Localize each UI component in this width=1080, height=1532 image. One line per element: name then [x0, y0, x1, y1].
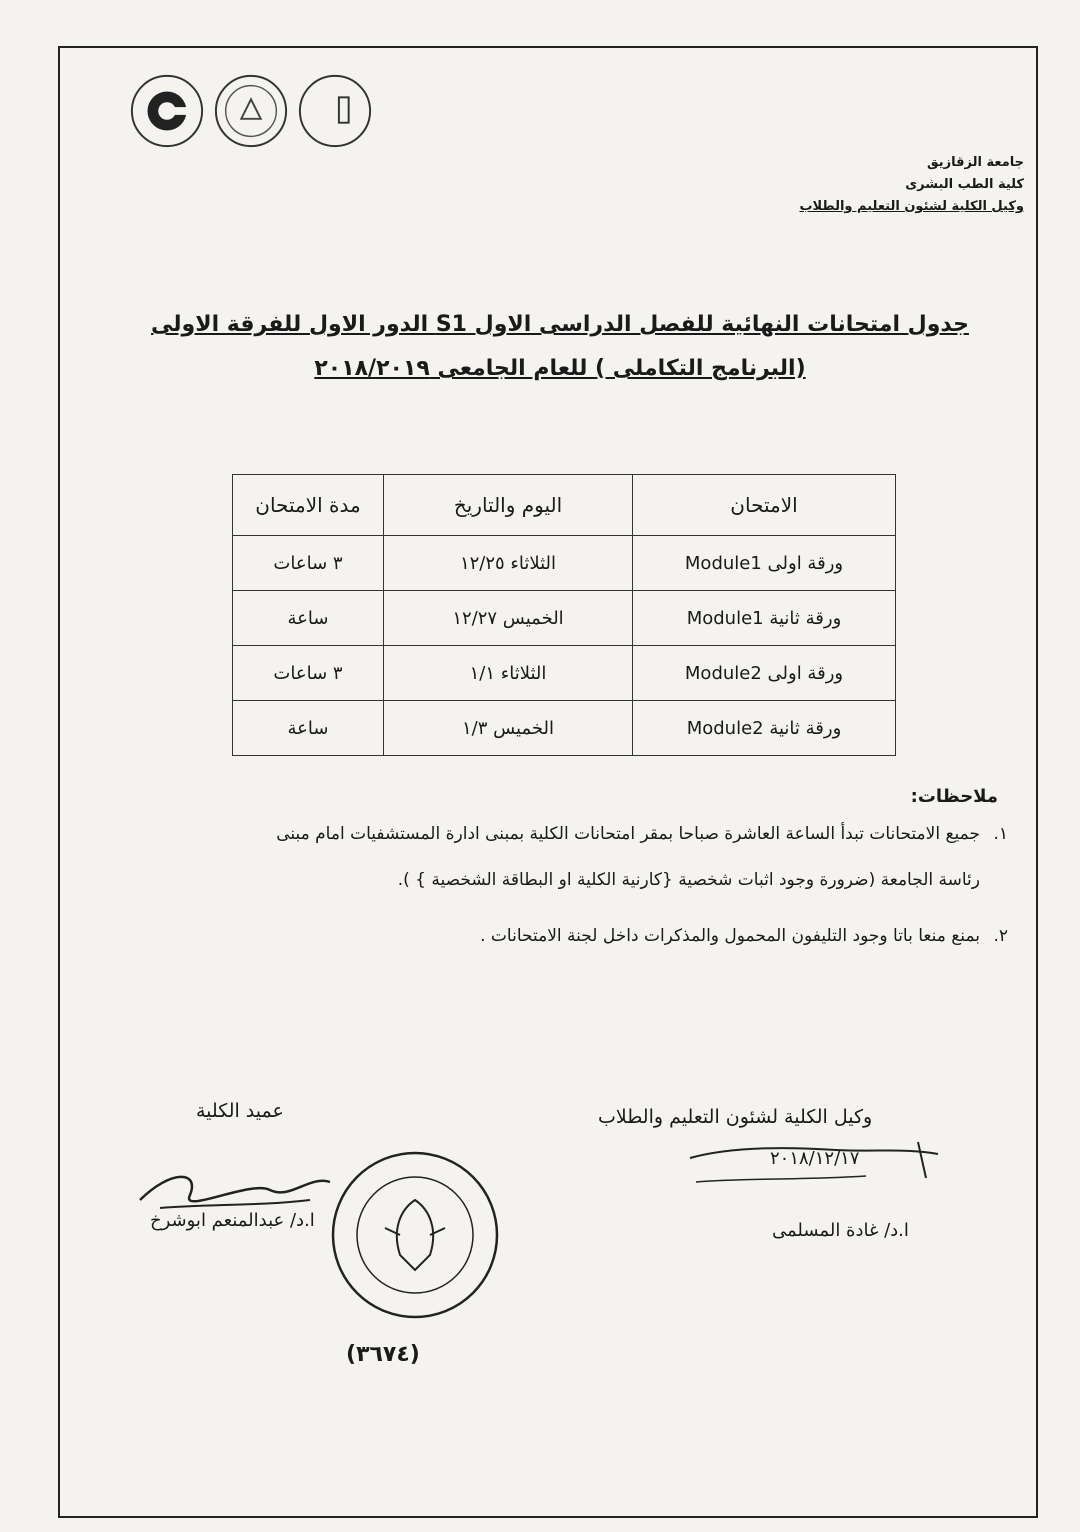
exam-cell: ورقة اولى Module1 — [633, 536, 896, 591]
document-title-line2: (البرنامج التكاملى ) للعام الجامعى ٢٠١٨/٢٠١٩ — [314, 356, 806, 381]
university-seal-logo — [212, 72, 290, 150]
page-border — [58, 46, 1038, 1518]
faculty-of-medicine-logo — [296, 72, 374, 150]
exam-cell: ورقة ثانية Module2 — [633, 701, 896, 756]
faculty-name: كلية الطب البشرى — [905, 177, 1024, 192]
header-duration: مدة الامتحان — [233, 475, 384, 536]
table-row — [233, 536, 896, 591]
document-title-line1: جدول امتحانات النهائية للفصل الدراسى الاول S1 الدور الاول للفرقة الاولى — [151, 312, 969, 337]
dean-name: ا.د/ عبدالمنعم ابوشرخ — [150, 1210, 315, 1231]
exam-cell: ورقة ثانية Module1 — [633, 591, 896, 646]
duration-cell: ٣ ساعات — [233, 646, 384, 701]
date-cell: الخميس ١/٣ — [384, 701, 633, 756]
university-name: جامعة الزقازيق — [927, 155, 1024, 170]
vice-dean-title: وكيل الكلية لشئون التعليم والطلاب — [598, 1106, 873, 1128]
stamp-number: (٣٦٧٤) — [346, 1342, 420, 1367]
date-cell: الخميس ١٢/٢٧ — [384, 591, 633, 646]
table-row — [233, 591, 896, 646]
table-header-row — [233, 475, 896, 536]
vice-dean-name: ا.د/ غادة المسلمى — [772, 1220, 909, 1241]
note-1-line1: جميع الامتحانات تبدأ الساعة العاشرة صباحا بمقر امتحانات الكلية بمبنى ادارة المستشفيات امام مبنى — [276, 824, 980, 844]
vice-dean-handwritten-date: ٢٠١٨/١٢/١٧ — [770, 1148, 860, 1169]
duration-cell: ساعة — [233, 591, 384, 646]
office-name: وكيل الكلية لشئون التعليم والطلاب — [799, 199, 1024, 214]
notes-label: ملاحظات: — [910, 786, 998, 807]
date-cell: الثلاثاء ١/١ — [384, 646, 633, 701]
header-exam: الامتحان — [633, 475, 896, 536]
note-2-number: ٢. — [993, 926, 1008, 946]
note-1-line2: رئاسة الجامعة (ضرورة وجود اثبات شخصية {كارنية الكلية او البطاقة الشخصية } ). — [397, 870, 980, 890]
duration-cell: ٣ ساعات — [233, 536, 384, 591]
logo-group — [128, 72, 368, 162]
date-cell: الثلاثاء ١٢/٢٥ — [384, 536, 633, 591]
note-1-number: ١. — [993, 824, 1008, 844]
dean-title: عميد الكلية — [196, 1100, 284, 1122]
table-row — [233, 646, 896, 701]
iso-certification-logo — [128, 72, 206, 150]
exam-cell: ورقة اولى Module2 — [633, 646, 896, 701]
table-row — [233, 701, 896, 756]
institution-header — [704, 152, 1024, 218]
header-date: اليوم والتاريخ — [384, 475, 633, 536]
note-2-text: بمنع منعا باتا وجود التليفون المحمول والمذكرات داخل لجنة الامتحانات . — [480, 926, 980, 946]
exam-schedule-table — [232, 474, 896, 756]
official-stamp-seal — [330, 1150, 500, 1320]
duration-cell: ساعة — [233, 701, 384, 756]
